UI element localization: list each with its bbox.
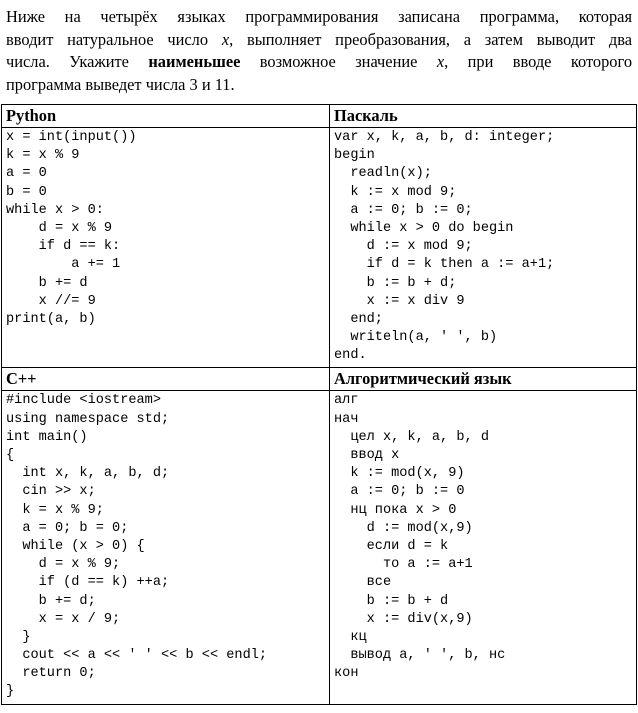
cpp-header: C++ — [2, 368, 330, 391]
code-line: k := x mod 9; — [334, 184, 457, 200]
code-line: print(a, b) — [6, 311, 96, 327]
code-line: #include <iostream> — [6, 393, 161, 409]
code-line: кон — [334, 666, 359, 682]
code-line: d := mod(x,9) — [334, 520, 473, 536]
code-line: readln(x); — [334, 166, 432, 182]
code-line: return 0; — [6, 666, 96, 682]
task-line-2-start: вводит натуральное число — [6, 29, 222, 49]
code-line: if (d == k) ++a; — [6, 575, 170, 591]
code-line: x := div(x,9) — [334, 611, 473, 627]
code-line: алг — [334, 393, 359, 409]
code-line: b = 0 — [6, 184, 47, 200]
code-line: d = x % 9; — [6, 557, 121, 573]
code-line: begin — [334, 148, 375, 164]
code-line: x = x / 9; — [6, 611, 121, 627]
task-line-3-end: , при вводе которого — [444, 52, 633, 71]
code-line: d = x % 9 — [6, 220, 113, 236]
code-line: } — [6, 629, 31, 645]
emphasis-smallest: наименьшее — [148, 52, 241, 71]
code-line: b += d; — [6, 593, 96, 609]
code-row-top — [2, 128, 637, 368]
code-line: x = int(input()) — [6, 130, 137, 145]
code-line: { — [6, 448, 15, 463]
code-line: var x, k, a, b, d: integer; — [334, 130, 555, 145]
code-row-bottom — [2, 391, 637, 704]
code-line: кц — [334, 629, 367, 645]
task-line-1: Ниже на четырёх языках программирования записана программа, которая — [6, 7, 632, 26]
code-line: цел x, k, a, b, d — [334, 429, 489, 445]
algo-header: Алгоритмический язык — [330, 368, 637, 391]
task-line-3 — [6, 51, 632, 74]
code-line: вывод a, ' ', b, нс — [334, 648, 506, 664]
code-line: нач — [334, 411, 359, 427]
code-line: то a := a+1 — [334, 557, 473, 573]
code-line: if d = k then a := a+1; — [334, 257, 555, 273]
task-line-2 — [6, 29, 632, 52]
code-line: b += d — [6, 275, 88, 291]
code-line: a := 0; b := 0 — [334, 484, 465, 500]
code-table — [1, 104, 637, 705]
code-line: a = 0 — [6, 166, 47, 182]
task-line-3-start: числа. Укажите — [6, 52, 149, 71]
python-code — [2, 128, 330, 368]
code-line: while x > 0 do begin — [334, 220, 514, 236]
pascal-code — [330, 128, 637, 368]
code-line: b := b + d — [334, 593, 449, 609]
variable-x: x — [436, 52, 445, 71]
cpp-code — [2, 391, 330, 704]
code-line: ввод x — [334, 448, 400, 463]
code-line: while x > 0: — [6, 202, 104, 218]
code-line: k := mod(x, 9) — [334, 466, 465, 482]
code-line: end; — [334, 311, 383, 327]
code-line: k = x % 9 — [6, 148, 80, 164]
code-line: x := x div 9 — [334, 293, 465, 309]
code-line: b := b + d; — [334, 275, 457, 291]
code-line: int main() — [6, 429, 88, 445]
code-line: writeln(a, ' ', b) — [334, 330, 498, 346]
header-row-top — [2, 105, 637, 128]
code-line: если d = k — [334, 538, 449, 554]
task-line-3-middle: возможное значение — [240, 52, 437, 71]
code-line: end. — [334, 348, 367, 364]
code-line: a = 0; b = 0; — [6, 520, 129, 536]
task-line-4: программа выведет числа 3 и 11. — [6, 74, 235, 94]
task-line-2-end: , выполняет преобразования, а затем выводит два — [229, 29, 632, 49]
code-line: while (x > 0) { — [6, 538, 145, 554]
code-line: нц пока x > 0 — [334, 502, 457, 518]
code-line: d := x mod 9; — [334, 239, 473, 255]
code-line: if d == k: — [6, 239, 121, 255]
header-row-bottom — [2, 368, 637, 391]
task-statement — [6, 6, 632, 96]
code-line: cout << a << ' ' << b << endl; — [6, 648, 268, 664]
code-line: a += 1 — [6, 257, 121, 273]
algo-code — [330, 391, 637, 704]
python-header: Python — [2, 105, 330, 128]
variable-x: x — [221, 29, 230, 49]
code-line: using namespace std; — [6, 411, 170, 427]
code-line: int x, k, a, b, d; — [6, 466, 170, 482]
code-line: } — [6, 684, 15, 700]
pascal-header: Паскаль — [330, 105, 637, 128]
code-line: k = x % 9; — [6, 502, 104, 518]
code-line: все — [334, 575, 392, 591]
code-line: x //= 9 — [6, 293, 96, 309]
code-line: a := 0; b := 0; — [334, 202, 473, 218]
code-line: cin >> x; — [6, 484, 96, 500]
